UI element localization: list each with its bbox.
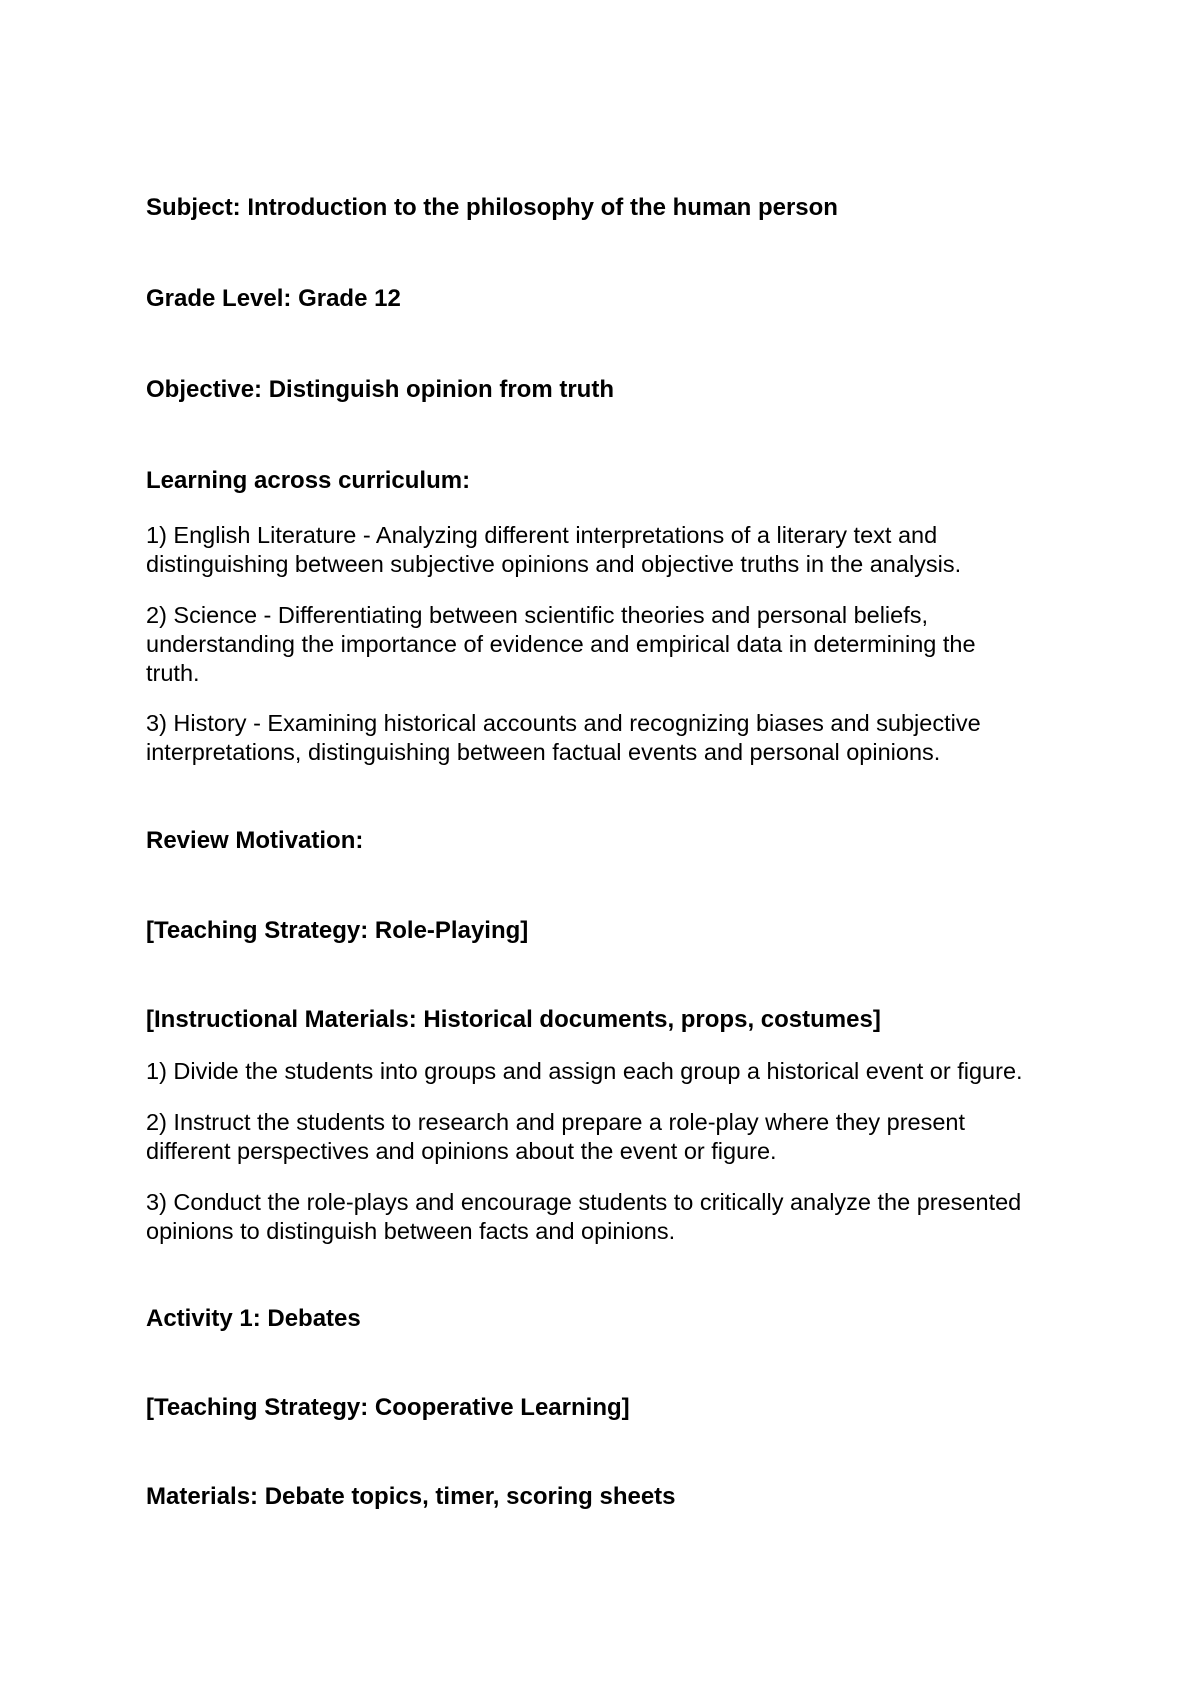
learning-across-curriculum-heading: Learning across curriculum:	[146, 467, 471, 494]
objective-heading: Objective: Distinguish opinion from truth	[146, 376, 614, 403]
learning-item-3-line-1: 3) History - Examining historical accounts and recognizing biases and subjective	[146, 710, 981, 736]
review-teaching-strategy: [Teaching Strategy: Role-Playing]	[146, 917, 529, 944]
learning-item-2-line-2: understanding the importance of evidence and empirical data in determining the	[146, 631, 976, 657]
activity-1-materials: Materials: Debate topics, timer, scoring sheets	[146, 1483, 676, 1510]
learning-item-1-line-2: distinguishing between subjective opinions and objective truths in the analysis.	[146, 551, 962, 577]
grade-level-heading: Grade Level: Grade 12	[146, 285, 401, 312]
review-instructional-materials: [Instructional Materials: Historical documents, props, costumes]	[146, 1006, 881, 1033]
subject-heading: Subject: Introduction to the philosophy of the human person	[146, 194, 838, 221]
review-item-2-line-2: different perspectives and opinions about the event or figure.	[146, 1138, 777, 1164]
learning-item-3-line-2: interpretations, distinguishing between factual events and personal opinions.	[146, 739, 941, 765]
learning-item-1-line-1: 1) English Literature - Analyzing different interpretations of a literary text and	[146, 522, 938, 548]
review-item-2-line-1: 2) Instruct the students to research and prepare a role-play where they present	[146, 1109, 966, 1135]
review-item-1-line-1: 1) Divide the students into groups and assign each group a historical event or figure.	[146, 1058, 1023, 1084]
activity-1-heading: Activity 1: Debates	[146, 1305, 361, 1332]
learning-item-2-line-3: truth.	[146, 660, 200, 686]
review-motivation-heading: Review Motivation:	[146, 827, 364, 854]
learning-item-2-line-1: 2) Science - Differentiating between scientific theories and personal beliefs,	[146, 602, 929, 628]
review-item-3-line-1: 3) Conduct the role-plays and encourage students to critically analyze the presented	[146, 1189, 1022, 1215]
review-item-3-line-2: opinions to distinguish between facts and opinions.	[146, 1218, 676, 1244]
activity-1-teaching-strategy: [Teaching Strategy: Cooperative Learning]	[146, 1394, 630, 1421]
